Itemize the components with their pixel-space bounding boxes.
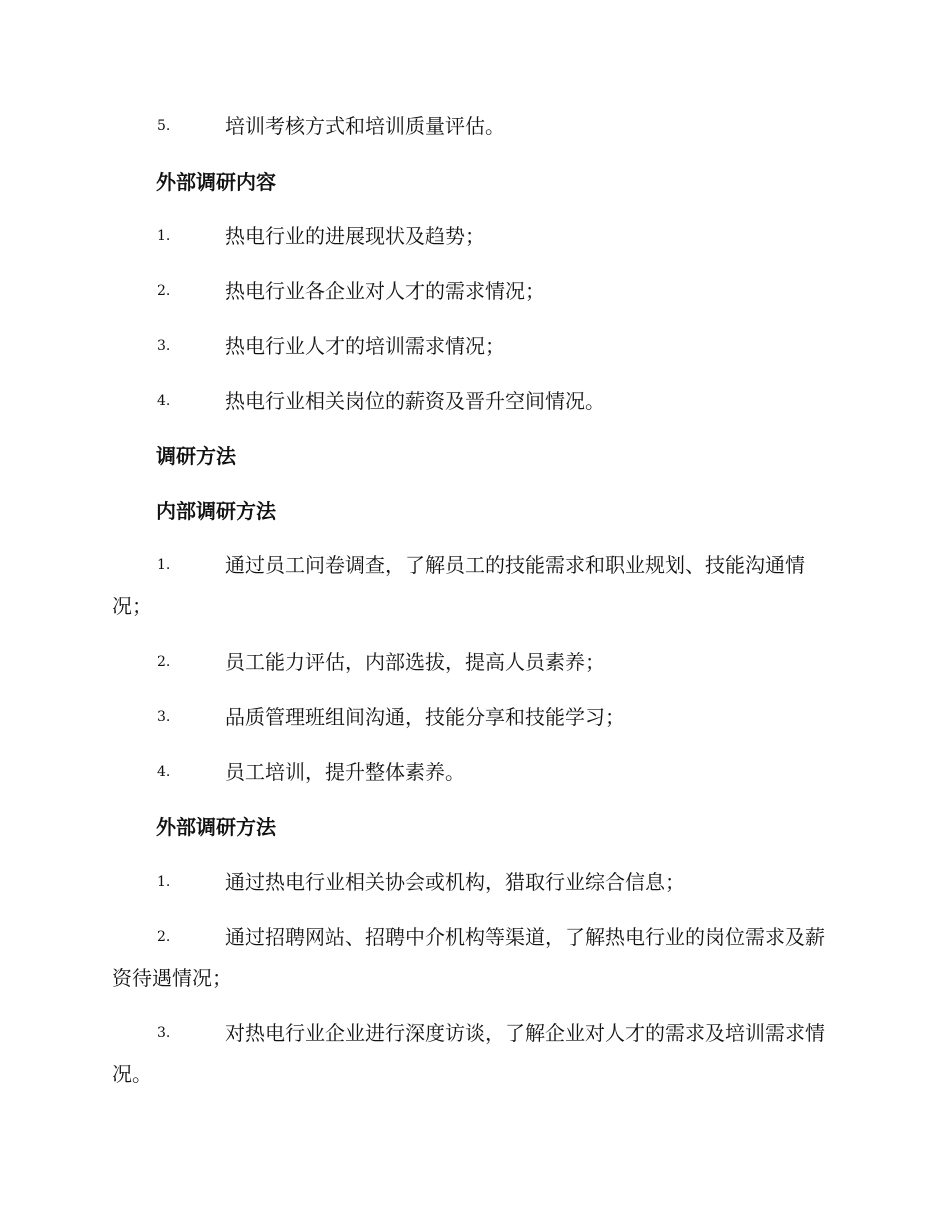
list-text: 热电行业的进展现状及趋势； xyxy=(225,224,485,248)
list-number: 4. xyxy=(157,393,171,409)
list-number: 1. xyxy=(157,874,171,890)
section-heading-methods: 调研方法 xyxy=(156,444,236,468)
list-text: 通过招聘网站、招聘中介机构等渠道，了解热电行业的岗位需求及薪资待遇情况； xyxy=(112,925,825,990)
list-item xyxy=(112,271,837,312)
list-text: 热电行业相关岗位的薪资及晋升空间情况。 xyxy=(225,389,605,413)
list-item xyxy=(112,697,837,738)
list-item xyxy=(112,862,837,903)
list-number: 4. xyxy=(157,764,171,780)
list-text: 员工培训，提升整体素养。 xyxy=(225,760,465,784)
list-text: 热电行业各企业对人才的需求情况； xyxy=(225,279,545,303)
list-text: 培训考核方式和培训质量评估。 xyxy=(225,114,505,138)
list-item xyxy=(112,642,837,683)
list-number: 3. xyxy=(157,1025,171,1041)
list-number: 5. xyxy=(157,118,171,134)
list-item xyxy=(112,216,837,257)
list-item xyxy=(112,917,837,999)
list-item xyxy=(112,545,837,627)
list-number: 3. xyxy=(157,709,171,725)
list-number: 1. xyxy=(157,228,171,244)
list-text: 热电行业人才的培训需求情况； xyxy=(225,334,505,358)
section-heading-internal-methods: 内部调研方法 xyxy=(156,499,276,523)
list-text: 员工能力评估，内部选拔，提高人员素养； xyxy=(225,650,605,674)
list-item xyxy=(112,381,837,422)
list-item xyxy=(112,752,837,793)
list-text: 通过员工问卷调查，了解员工的技能需求和职业规划、技能沟通情况； xyxy=(112,553,805,618)
list-number: 2. xyxy=(157,283,171,299)
list-text: 通过热电行业相关协会或机构，猎取行业综合信息； xyxy=(225,870,685,894)
list-number: 2. xyxy=(157,929,171,945)
list-text: 对热电行业企业进行深度访谈，了解企业对人才的需求及培训需求情况。 xyxy=(112,1021,825,1086)
list-text: 品质管理班组间沟通，技能分享和技能学习； xyxy=(225,705,625,729)
section-heading-external-methods: 外部调研方法 xyxy=(156,815,276,839)
list-number: 1. xyxy=(157,557,171,573)
list-number: 2. xyxy=(157,654,171,670)
list-item xyxy=(112,106,837,147)
list-number: 3. xyxy=(157,338,171,354)
list-item xyxy=(112,1013,837,1095)
list-item xyxy=(112,326,837,367)
section-heading-external-content: 外部调研内容 xyxy=(156,170,276,194)
